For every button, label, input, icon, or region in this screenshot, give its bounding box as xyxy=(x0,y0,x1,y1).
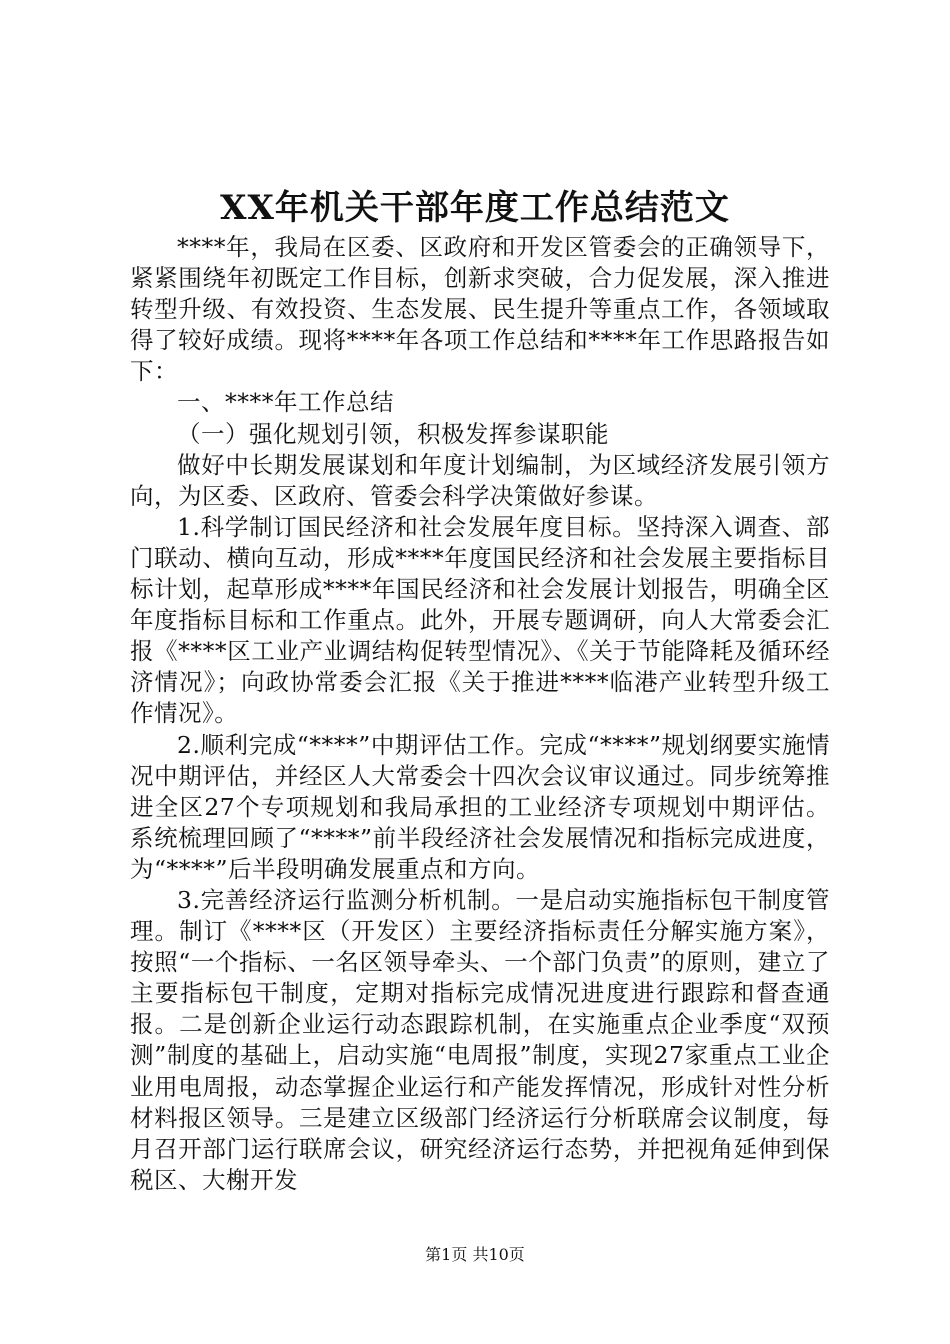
page-number-footer: 第1页 共10页 xyxy=(425,1245,525,1264)
document-body xyxy=(130,232,830,1196)
paragraph-item-3: 3.完善经济运行监测分析机制。一是启动实施指标包干制度管理。制订《****区（开发区）主要经济指标责任分解实施方案》，按照“一个指标、一名区领导牵头、一个部门负责”的原则，建立了主要指标包干制度，定期对指标完成情况进度进行跟踪和督查通报。二是创新企业运行动态跟踪机制，在实施重点企业季度“双预测”制度的基础上，启动实施“电周报”制度，实现27家重点工业企业用电周报，动态掌握企业运行和产能发挥情况，形成针对性分析材料报区领导。三是建立区级部门经济运行分析联席会议制度，每月召开部门运行联席会议，研究经济运行态势，并把视角延伸到保税区、大榭开发 xyxy=(130,885,830,1194)
paragraph-intro: ****年，我局在区委、区政府和开发区管委会的正确领导下，紧紧围绕年初既定工作目标，创新求突破，合力促发展，深入推进转型升级、有效投资、生态发展、民生提升等重点工作，各领域取得了较好成绩。现将****年各项工作总结和****年工作思路报告如下： xyxy=(130,233,830,386)
subsection-heading: （一）强化规划引领，积极发挥参谋职能 xyxy=(177,419,609,448)
paragraph-planning: 做好中长期发展谋划和年度计划编制，为区域经济发展引领方向，为区委、区政府、管委会科学决策做好参谋。 xyxy=(130,450,830,510)
paragraph-item-2: 2.顺利完成“****”中期评估工作。完成“****”规划纲要实施情况中期评估，并经区人大常委会十四次会议审议通过。同步统筹推进全区27个专项规划和我局承担的工业经济专项规划中期评估。系统梳理回顾了“****”前半段经济社会发展情况和指标完成进度，为“****”后半段明确发展重点和方向。 xyxy=(130,730,830,883)
paragraph-item-1: 1.科学制订国民经济和社会发展年度目标。坚持深入调查、部门联动、横向互动，形成****年度国民经济和社会发展主要指标目标计划，起草形成****年国民经济和社会发展计划报告，明确全区年度指标目标和工作重点。此外，开展专题调研，向人大常委会汇报《****区工业产业调结构促转型情况》、《关于节能降耗及循环经济情况》；向政协常委会汇报《关于推进****临港产业转型升级工作情况》。 xyxy=(130,512,830,728)
section-heading: 一、****年工作总结 xyxy=(177,388,394,417)
document-title: XX年机关干部年度工作总结范文 xyxy=(220,188,730,228)
